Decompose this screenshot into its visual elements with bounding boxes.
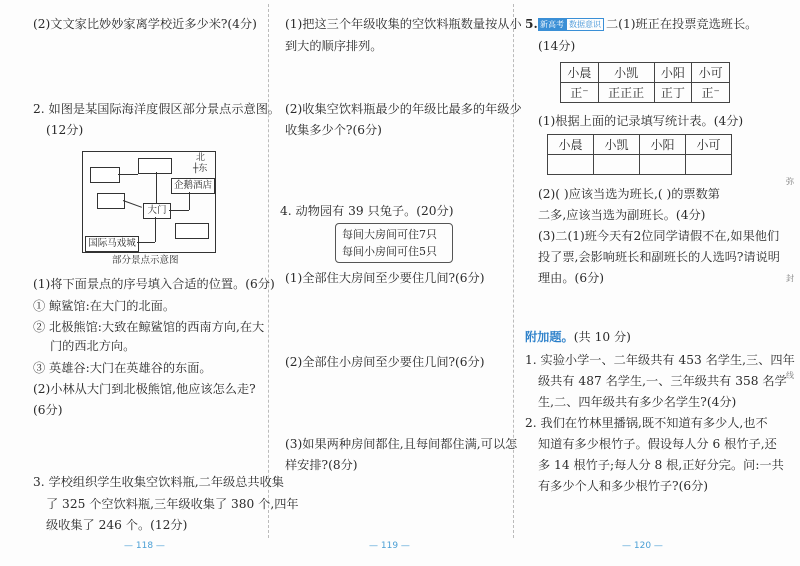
- q3-line3: 级收集了 246 个。(12分): [46, 518, 188, 532]
- map-caption: 部分景点示意图: [112, 255, 179, 266]
- tally-header: 小阳: [654, 63, 692, 83]
- bonus-heading: [525, 329, 631, 345]
- tag-data-awareness: 数据意识: [566, 18, 604, 31]
- q2-title: 2. 如图是某国际海洋度假区部分景点示意图。: [33, 102, 281, 116]
- q3-sub2-line2: 收集多少个?(6分): [285, 123, 382, 137]
- bonus-score: (共 10 分): [573, 330, 631, 344]
- q4-sub1: (1)全部住大房间至少要住几间?(6分): [285, 271, 485, 285]
- scenic-map: [82, 151, 216, 253]
- q5-number: 5.: [525, 17, 538, 31]
- tag-new-exam: 新高考: [540, 20, 564, 29]
- q5-text: 二(1)班正在投票竞选班长。: [606, 17, 758, 31]
- q5-sub3-line2: 投了票,会影响班长和副班长的人选吗?请说明: [538, 250, 780, 264]
- map-box-hotel: 企鹅酒店: [171, 178, 215, 194]
- page-number-left: — 118 —: [124, 541, 165, 551]
- stats-blank-cell[interactable]: [686, 155, 732, 175]
- map-box-left-middle: [97, 193, 125, 209]
- q3-sub1-line1: (1)把这三个年级收集的空饮料瓶数量按从小: [285, 17, 522, 31]
- tally-header: 小凯: [598, 63, 654, 83]
- page-number-right: — 120 —: [622, 541, 663, 551]
- stats-header: 小可: [686, 135, 732, 155]
- tally-cell: 正丁: [654, 83, 692, 103]
- bonus1-line1: 1. 实验小学一、二年级共有 453 名学生,三、四年: [525, 353, 795, 367]
- stats-header: 小阳: [640, 135, 686, 155]
- q3-line2: 了 325 个空饮料瓶,三年级收集了 380 个,四年: [46, 497, 299, 511]
- tally-table: [560, 62, 730, 103]
- page-number-middle: — 119 —: [369, 541, 410, 551]
- bonus2-line3: 多 14 根竹子;每人分 8 根,正好分完。问:一共: [538, 458, 784, 472]
- stats-header: 小晨: [548, 135, 594, 155]
- q2-sub1: (1)将下面景点的序号填入合适的位置。(6分): [33, 277, 275, 291]
- tally-cell: 正⁻: [561, 83, 599, 103]
- stats-blank-cell[interactable]: [594, 155, 640, 175]
- q5-sub2-line2: 二多,应该当选为副班长。(4分): [538, 208, 706, 222]
- binding-label-3: 线: [786, 371, 794, 380]
- map-box-top-middle: [138, 158, 172, 174]
- q2-tail-question: (2)文文家比妙妙家离学校近多少米?(4分): [33, 17, 257, 31]
- q5-sub3-line3: 理由。(6分): [538, 271, 605, 285]
- column-divider-left: [268, 4, 269, 538]
- bonus2-line2: 知道有多少根竹子。假设每人分 6 根竹子,还: [538, 437, 777, 451]
- q5-score: (14分): [538, 39, 576, 53]
- q2-score: (12分): [46, 123, 84, 137]
- q2-item2-line2: 门的西北方向。: [50, 339, 136, 353]
- tally-header: 小晨: [561, 63, 599, 83]
- q2-item3: ③ 英雄谷:大门在英雄谷的东面。: [33, 361, 212, 375]
- map-box-right-lower: [175, 223, 209, 239]
- bonus2-line4: 有多少个人和多少根竹子?(6分): [538, 479, 709, 493]
- tally-cell: 正⁻: [692, 83, 730, 103]
- q4-sub3-line1: (3)如果两种房间都住,且每间都住满,可以怎: [285, 437, 518, 451]
- bonus1-line3: 生,二、四年级共有多少名学生?(4分): [538, 395, 737, 409]
- bonus1-line2: 级共有 487 名学生,一、三年级共有 358 名学: [538, 374, 787, 388]
- q5-sub2-line1: (2)( )应该当选为班长,( )的票数第: [538, 187, 720, 201]
- note-big-room: 每间大房间可住7只: [342, 228, 437, 241]
- q2-item2-line1: ② 北极熊馆:大致在鲸鲨馆的西南方向,在大: [33, 320, 265, 334]
- binding-label-2: 封: [786, 274, 794, 283]
- bonus-title: 附加题。: [525, 330, 574, 344]
- map-box-top-left: [90, 167, 120, 183]
- q3-line1: 3. 学校组织学生收集空饮料瓶,二年级总共收集: [33, 475, 284, 489]
- compass-north: 北: [196, 153, 206, 163]
- stats-blank-cell[interactable]: [548, 155, 594, 175]
- q2-sub2-line2: (6分): [33, 403, 63, 417]
- stats-blank-cell[interactable]: [640, 155, 686, 175]
- room-capacity-note: [335, 223, 453, 263]
- map-box-gate: 大门: [143, 203, 171, 219]
- q4-title: 4. 动物园有 39 只兔子。(20分): [280, 204, 454, 218]
- q2-sub2-line1: (2)小林从大门到北极熊馆,他应该怎么走?: [33, 382, 256, 396]
- column-divider-right: [513, 4, 514, 538]
- note-small-room: 每间小房间可住5只: [342, 245, 437, 258]
- q3-sub1-line2: 到大的顺序排列。: [285, 39, 383, 53]
- compass-east: ┼东: [193, 164, 208, 174]
- q2-item1: ① 鲸鲨馆:在大门的北面。: [33, 299, 176, 313]
- q4-sub3-line2: 样安排?(8分): [285, 458, 358, 472]
- tally-header: 小可: [692, 63, 730, 83]
- q3-sub2-line1: (2)收集空饮料瓶最少的年级比最多的年级少: [285, 102, 522, 116]
- binding-label-1: 弥: [786, 177, 794, 186]
- bonus2-line1: 2. 我们在竹林里播锅,既不知道有多少人,也不: [525, 416, 768, 430]
- q5-sub3-line1: (3)二(1)班今天有2位同学请假不在,如果他们: [538, 229, 780, 243]
- stats-table: [547, 134, 732, 175]
- stats-header: 小凯: [594, 135, 640, 155]
- q5-sub1: (1)根据上面的记录填写统计表。(4分): [538, 114, 744, 128]
- q4-sub2: (2)全部住小房间至少要住几间?(6分): [285, 355, 485, 369]
- map-box-theater: 国际马戏城: [85, 236, 139, 252]
- tally-cell: 正正正: [598, 83, 654, 103]
